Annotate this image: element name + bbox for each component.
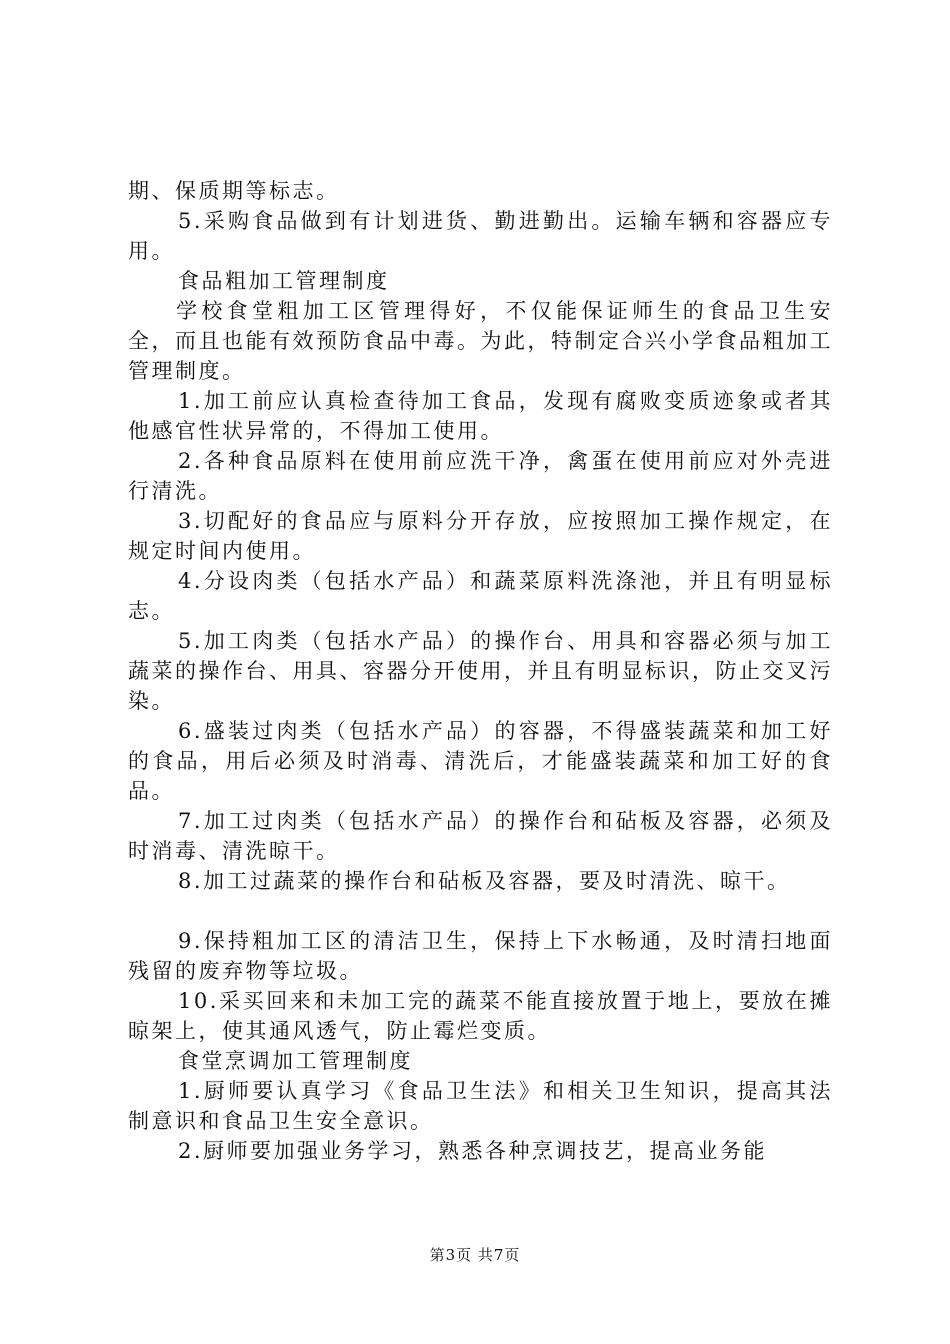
paragraph-item-8: 8.加工过蔬菜的操作台和砧板及容器，要及时清洗、晾干。 [178,869,791,893]
paragraph-item-5-purchase: 5.采购食品做到有计划进货、勤进勤出。运输车辆和容器应专用。 [128,209,833,263]
paragraph-item-1: 1.加工前应认真检查待加工食品，发现有腐败变质迹象或者其他感官性状异常的，不得加工使用。 [128,389,833,443]
paragraph-item-10: 10.采买回来和未加工完的蔬菜不能直接放置于地上，要放在摊晾架上，使其通风透气，防止霉烂变质。 [128,989,833,1043]
paragraph-item-3: 3.切配好的食品应与原料分开存放，应按照加工操作规定，在规定时间内使用。 [128,509,833,563]
blank-line [128,896,833,926]
paragraph-item-6: 6.盛装过肉类（包括水产品）的容器，不得盛装蔬菜和加工好的食品，用后必须及时消毒、清洗后，才能盛装蔬菜和加工好的食品。 [128,719,833,803]
paragraph-item-9: 9.保持粗加工区的清洁卫生，保持上下水畅通，及时清扫地面残留的废弃物等垃圾。 [128,929,833,983]
paragraph-intro: 学校食堂粗加工区管理得好，不仅能保证师生的食品卫生安全，而且也能有效预防食品中毒。为此，特制定合兴小学食品粗加工管理制度。 [128,299,833,383]
section-title-cooking: 食堂烹调加工管理制度 [178,1049,413,1073]
paragraph-item-4: 4.分设肉类（包括水产品）和蔬菜原料洗涤池，并且有明显标志。 [128,569,833,623]
paragraph-item-2: 2.各种食品原料在使用前应洗干净，禽蛋在使用前应对外壳进行清洗。 [128,449,833,503]
paragraph-cooking-item-1: 1.厨师要认真学习《食品卫生法》和相关卫生知识，提高其法制意识和食品卫生安全意识。 [128,1079,833,1133]
page-footer: 第3页 共7页 [429,1246,521,1264]
document-body [128,176,833,1166]
paragraph-cooking-item-2: 2.厨师要加强业务学习，熟悉各种烹调技艺，提高业务能 [178,1139,768,1163]
section-title-rough-processing: 食品粗加工管理制度 [178,269,390,293]
paragraph-continuation: 期、保质期等标志。 [128,179,340,203]
paragraph-item-7: 7.加工过肉类（包括水产品）的操作台和砧板及容器，必须及时消毒、清洗晾干。 [128,809,833,863]
paragraph-item-5: 5.加工肉类（包括水产品）的操作台、用具和容器必须与加工蔬菜的操作台、用具、容器分开使用，并且有明显标识，防止交叉污染。 [128,629,833,713]
